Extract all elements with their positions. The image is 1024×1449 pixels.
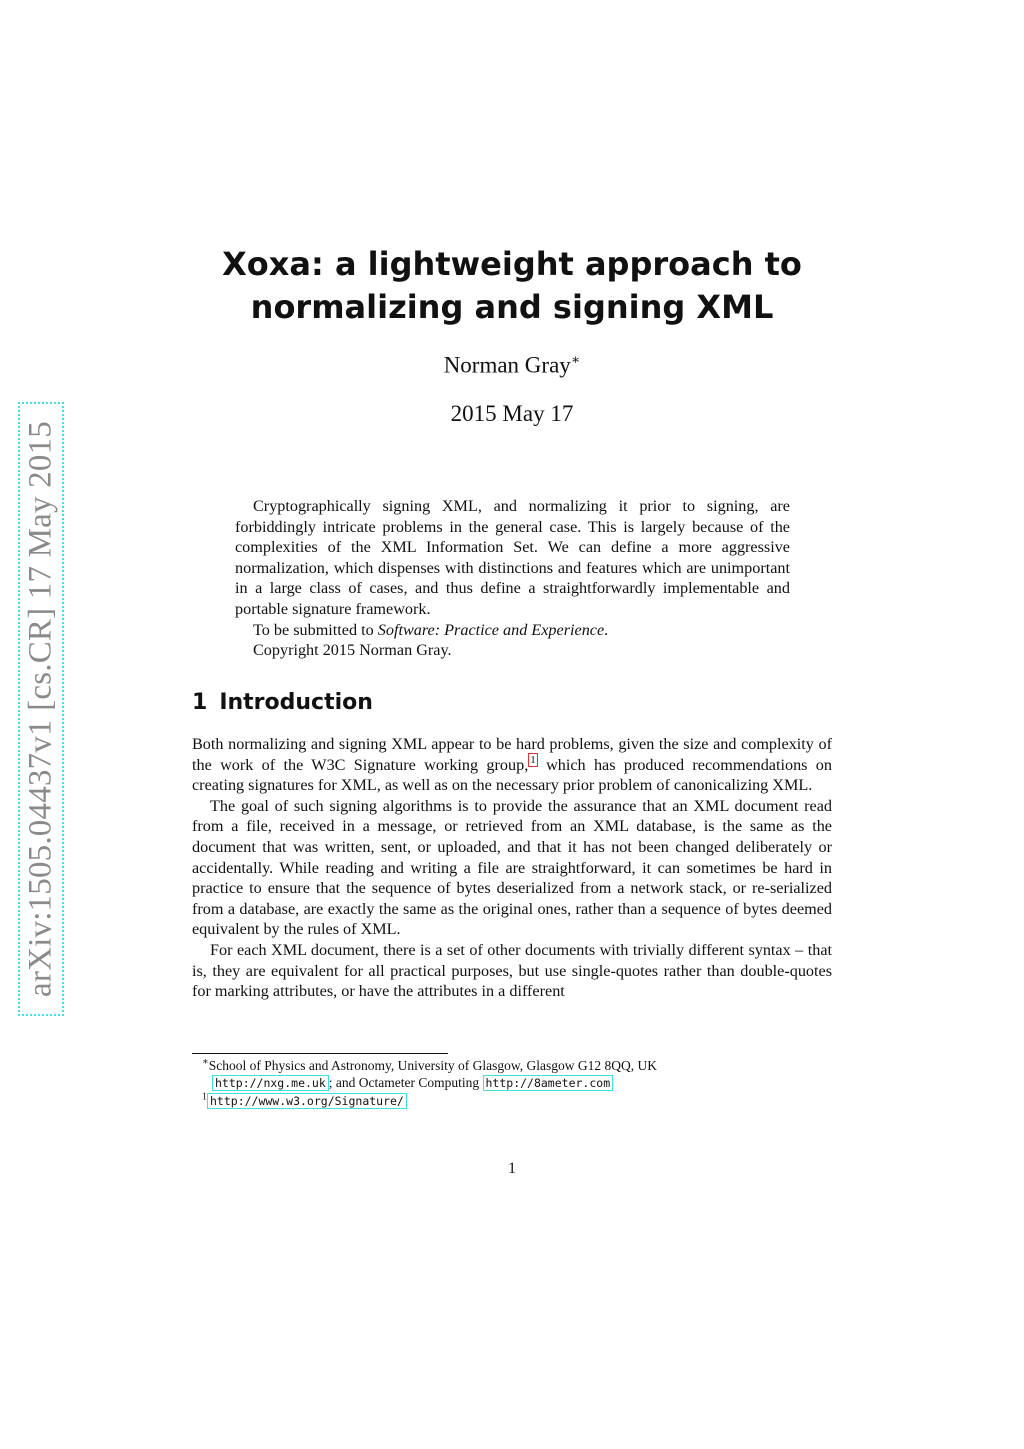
abstract (235, 496, 790, 661)
arxiv-identifier: arXiv:1505.04437v1 [cs.CR] 17 May 2015 (22, 421, 59, 997)
footnote-ref-1[interactable]: 1 (530, 754, 536, 767)
link-8ameter[interactable]: http://8ameter.com (483, 1075, 614, 1091)
footnote-1 (192, 1092, 832, 1110)
section-title: Introduction (219, 690, 373, 715)
section-number: 1 (192, 690, 208, 715)
intro-paragraph-1-text-a: Both normalizing and signing XML appear to be hard problems, given the size and complexity of the work of the W3C Signature working group, (192, 735, 832, 774)
footnote-mark-1: 1 (202, 1091, 207, 1103)
footnote-mark-star: ∗ (202, 1056, 209, 1068)
intro-paragraph-1 (192, 734, 832, 796)
copyright-note: Copyright 2015 Norman Gray. (253, 641, 452, 660)
link-nxg[interactable]: http://nxg.me.uk (212, 1075, 329, 1091)
affiliation-text: School of Physics and Astronomy, University of Glasgow, Glasgow G12 8QQ, UK (208, 1058, 658, 1073)
page-number: 1 (508, 1160, 516, 1177)
paper-title (0, 243, 1024, 329)
footnotes (192, 1057, 832, 1110)
abstract-paragraph: Cryptographically signing XML, and normalizing it prior to signing, are forbiddingly intricate problems in the general case. This is largely because of the complexities of the XML Information Set. We can define a more aggressive normalization, which dispenses with distinctions and features which are unimportant in a large class of cases, and thus define a straightforwardly implementable and portable signature framework. (235, 497, 790, 618)
author (0, 352, 1024, 379)
submission-note (235, 620, 790, 641)
footnote-affiliation-links (192, 1074, 832, 1092)
footnote-affiliation (192, 1057, 832, 1074)
submission-suffix: . (604, 620, 609, 639)
affiliation-mid-text: ; and Octameter Computing (328, 1075, 483, 1090)
link-w3c-signature[interactable]: http://www.w3.org/Signature/ (207, 1093, 407, 1109)
author-footnote-mark[interactable]: ∗ (570, 353, 581, 368)
section-heading-introduction (192, 690, 832, 715)
intro-paragraph-3: For each XML document, there is a set of other documents with trivially different syntax – that is, they are equivalent for all practical purposes, but use single-quotes rather than double-quotes for marking attributes, or have the attributes in a different (192, 940, 832, 1001)
author-name: Norman Gray (443, 352, 571, 378)
intro-paragraph-1-text-b: which has produced recommendations on creating signatures for XML, as well as on the necessary prior problem of canonicalizing XML. (192, 755, 832, 795)
title-line-1: Xoxa: a lightweight approach to (222, 245, 802, 283)
publication-date: 2015 May 17 (450, 401, 574, 426)
introduction-body (192, 734, 832, 1002)
journal-name: Software: Practice and Experience (377, 620, 605, 639)
intro-paragraph-2: The goal of such signing algorithms is to provide the assurance that an XML document read from a file, received in a message, or retrieved from an XML database, is the same as the document that was written, sent, or uploaded, and that it has not been changed deliberately or accidentally. While reading and writing a file are straightforward, it can sometimes be hard in practice to ensure that the sequence of bytes deserialized from a network stack, or re-serialized from a database, are exactly the same as the original ones, rather than a sequence of bytes deemed equivalent by the rules of XML. (192, 796, 832, 939)
arxiv-sidebar-stamp (18, 402, 64, 1016)
footnote-divider (192, 1053, 448, 1054)
submission-prefix: To be submitted to (253, 620, 378, 639)
title-line-2: normalizing and signing XML (250, 288, 774, 326)
